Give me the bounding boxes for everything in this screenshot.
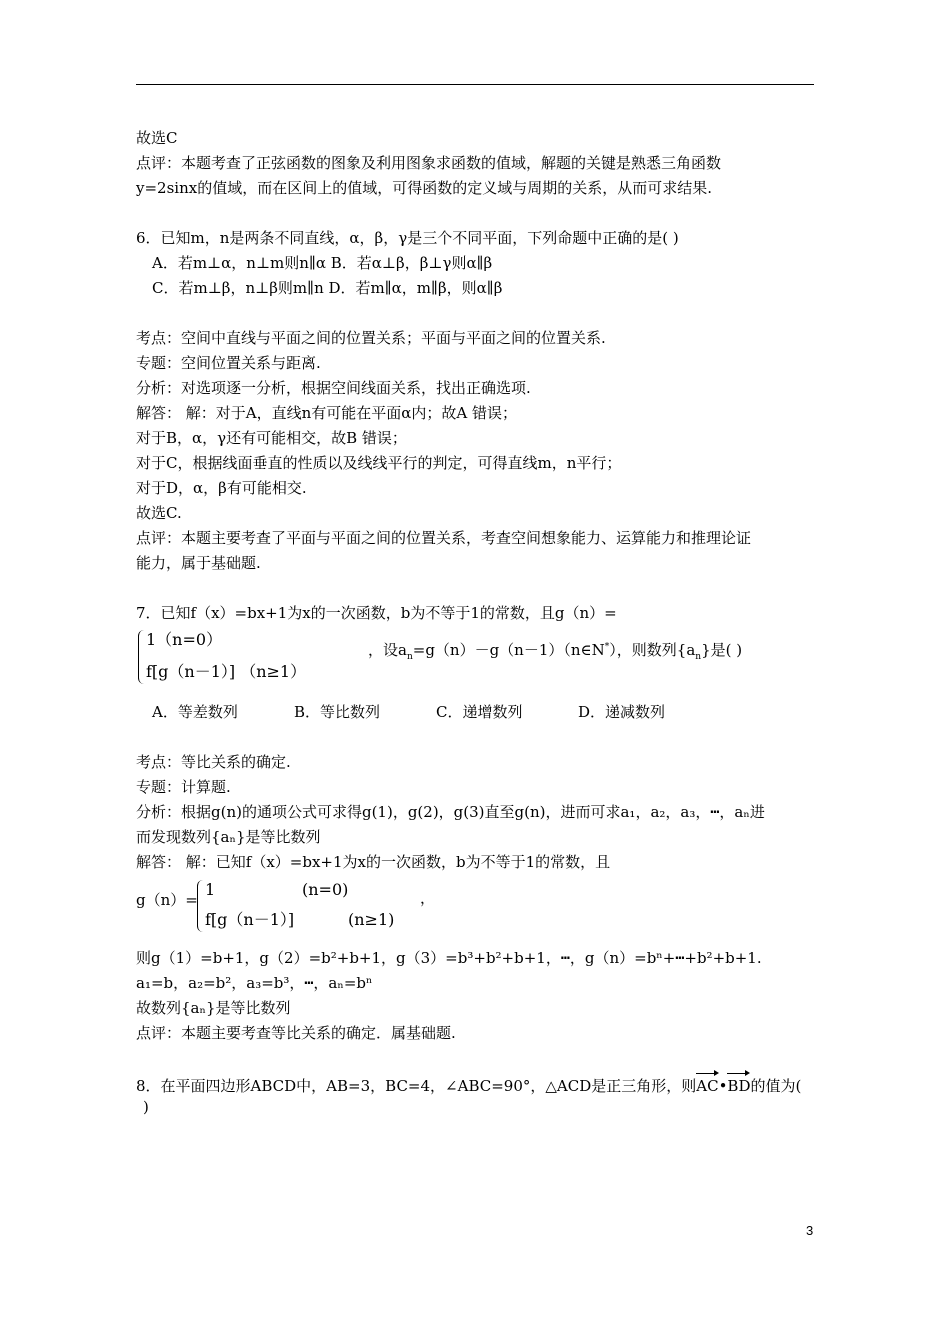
q7-comment: 点评：本题主要考查等比关系的确定．属基础题. bbox=[136, 1024, 456, 1042]
q7-case-2: f[g（n－1）] （n≥1） bbox=[146, 662, 307, 681]
q7-gn-case-1-cond: (n=0) bbox=[302, 880, 349, 899]
q6-fenxi: 分析：对选项逐一分析，根据空间线面关系，找出正确选项. bbox=[136, 379, 531, 397]
q6-options-cd: C．若m⊥β，n⊥β则m∥n D．若m∥α，m∥β，则α∥β bbox=[152, 279, 503, 297]
q7-fenxi-cont: 而发现数列{aₙ}是等比数列 bbox=[136, 828, 321, 846]
q6-line-b: 对于B，α，γ还有可能相交，故B 错误； bbox=[136, 429, 407, 447]
q7-jieda: 解答： 解：已知f（x）=bx+1为x的一次函数，b为不等于1的常数，且 bbox=[136, 853, 611, 871]
q7-gn-case-2-cond: (n≥1) bbox=[348, 910, 395, 929]
q7-option-a: A．等差数列 bbox=[152, 703, 238, 721]
q6-kaodian: 考点：空间中直线与平面之间的位置关系；平面与平面之间的位置关系. bbox=[136, 329, 606, 347]
prev-comment-cont: y=2sinx的值域，而在区间上的值域，可得函数的定义域与周期的关系，从而可求结果. bbox=[136, 179, 712, 197]
q7-gn-case-1-value: 1 bbox=[205, 880, 216, 899]
q6-line-c: 对于C，根据线面垂直的性质以及线线平行的判定，可得直线m，n平行； bbox=[136, 454, 622, 472]
q7-zhuanti: 专题：计算题. bbox=[136, 778, 231, 796]
q6-options-ab: A．若m⊥α，n⊥m则n∥α B．若α⊥β，β⊥γ则α∥β bbox=[152, 254, 493, 272]
q7-stem: 7．已知f（x）=bx+1为x的一次函数，b为不等于1的常数，且g（n）= bbox=[136, 604, 617, 622]
q7-an: a₁=b，a₂=b²，a₃=b³，┅，aₙ=bⁿ bbox=[136, 974, 373, 992]
q6-choice: 故选C. bbox=[136, 504, 182, 522]
q7-gn-comma: ， bbox=[420, 889, 436, 907]
q7-conclusion: 故数列{aₙ}是等比数列 bbox=[136, 999, 291, 1017]
q7-gn-label: g（n）= bbox=[136, 891, 198, 909]
vector-bd: BD bbox=[727, 1070, 750, 1096]
q6-line-d: 对于D，α，β有可能相交. bbox=[136, 479, 307, 497]
q6-stem: 6．已知m，n是两条不同直线，α，β，γ是三个不同平面，下列命题中正确的是( ) bbox=[136, 229, 679, 247]
q7-kaodian: 考点：等比关系的确定. bbox=[136, 753, 291, 771]
q8-stem: 8．在平面四边形ABCD中，AB=3，BC=4，∠ABC=90°，△ACD是正三角形，则AC•BD的值为( bbox=[136, 1070, 801, 1096]
q7-then: 则g（1）=b+1，g（2）=b²+b+1，g（3）=b³+b²+b+1，┅，g（n）=bⁿ+┅+b²+b+1. bbox=[136, 949, 762, 967]
q6-jieda: 解答： 解：对于A，直线n有可能在平面α内；故A 错误； bbox=[136, 404, 517, 422]
q7-stem-rest: ，设$a_n=g(n)-g(n-1)(n\in N^*)$，则数列$\{a_n\}$是( ) bbox=[368, 641, 743, 662]
q6-comment-cont: 能力，属于基础题. bbox=[136, 554, 261, 572]
q7-option-b: B．等比数列 bbox=[294, 703, 381, 721]
q7-fenxi: 分析：根据g(n)的通项公式可求得g(1)，g(2)，g(3)直至g(n)，进而可求a₁，a₂，a₃，┅，aₙ进 bbox=[136, 803, 765, 821]
prev-comment: 点评：本题考查了正弦函数的图象及利用图象求函数的值域，解题的关键是熟悉三角函数 bbox=[136, 154, 722, 172]
q8-paren: ) bbox=[143, 1098, 149, 1116]
q7-option-d: D．递减数列 bbox=[578, 703, 666, 721]
q7-gn-case-2-value: f[g（n－1）] bbox=[205, 910, 295, 929]
vector-ac: AC bbox=[696, 1070, 718, 1096]
q7-option-c: C．递增数列 bbox=[436, 703, 523, 721]
q6-zhuanti: 专题：空间位置关系与距离. bbox=[136, 354, 321, 372]
q7-case-1: 1（n=0） bbox=[146, 630, 223, 649]
header-rule bbox=[136, 84, 814, 85]
page-number: 3 bbox=[806, 1223, 814, 1238]
prev-choice: 故选C bbox=[136, 129, 178, 147]
q6-comment: 点评：本题主要考查了平面与平面之间的位置关系，考查空间想象能力、运算能力和推理论证 bbox=[136, 529, 752, 547]
